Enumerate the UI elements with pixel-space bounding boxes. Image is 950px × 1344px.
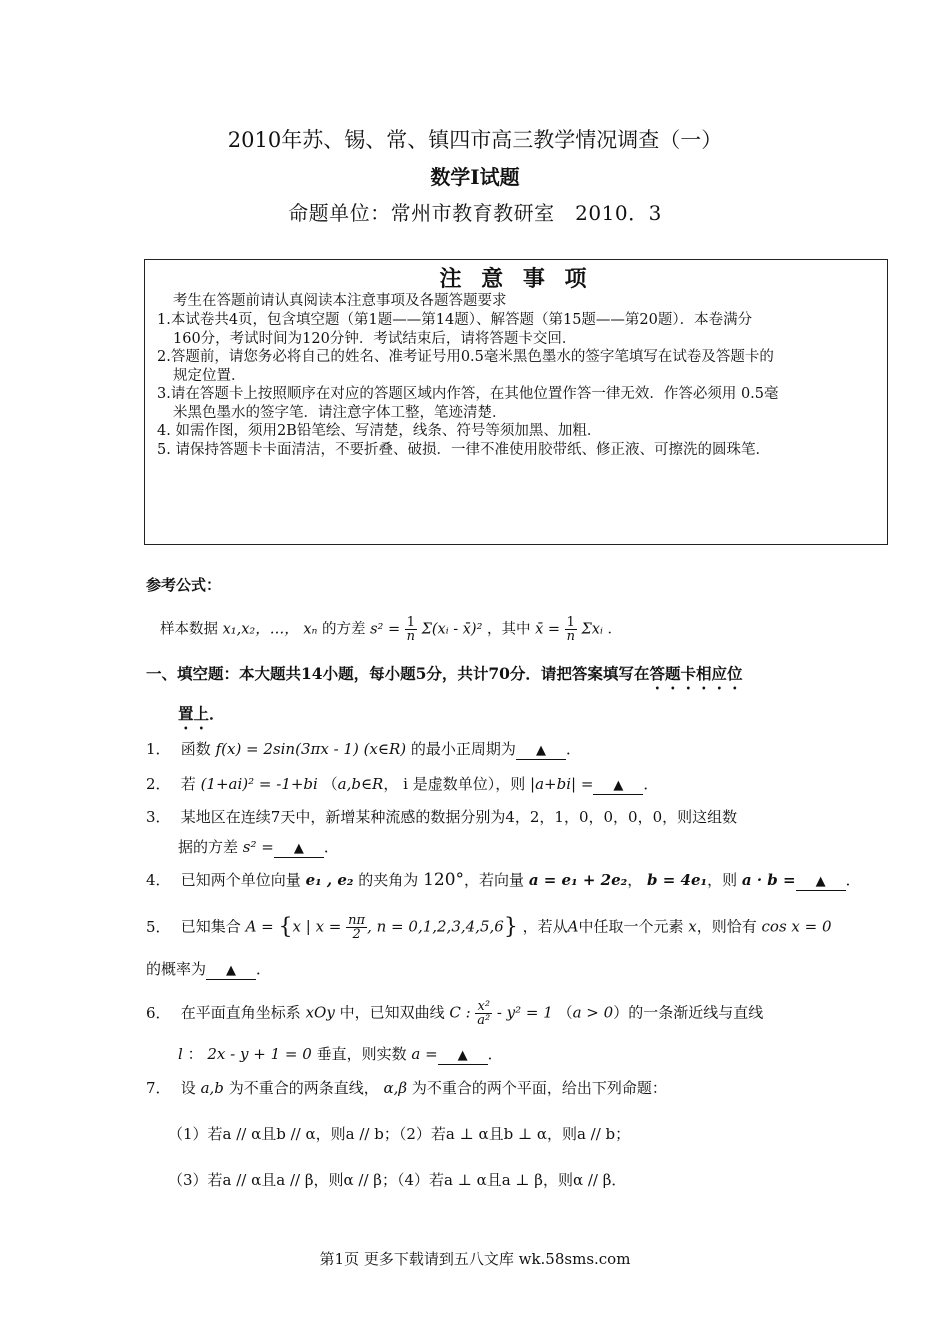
question-7-propositions-1: （1）若a // α且b // α，则a // b；（2）若a ⊥ α且b ⊥ α，则a // b；: [168, 1125, 631, 1143]
variance-formula: 样本数据 x₁,x₂，…， xₙ 的方差 s² = $\frac{1}{n}$ Σ(xᵢ - x̄)² ，其中 x̄ = $\frac{1}{n}$ Σxᵢ ．: [160, 615, 623, 644]
notice-line: 米黑色墨水的签字笔．请注意字体工整，笔迹清楚．: [173, 405, 507, 421]
page-footer: 第1页 更多下载请到五八文库 wk.58sms.com: [319, 1250, 631, 1268]
notice-line: 4. 如需作图，须用2B铅笔绘、写清楚，线条、符号等须加黑、加粗．: [157, 423, 602, 439]
notice-line: 1.本试卷共4页，包含填空题（第1题——第14题）、解答题（第15题——第20题）．本卷满分: [157, 312, 753, 328]
answer-blank[interactable]: ▲: [593, 778, 643, 795]
exam-subtitle: 数学Ⅰ试题: [430, 165, 520, 189]
question-6: 6． 在平面直角坐标系 xOy 中，已知双曲线 C : $\frac{\text{x²}}{\text{a²}}$ - y² = 1 （a > 0）的一条渐近线与直线: [146, 999, 764, 1028]
notice-line: 2.答题前，请您务必将自己的姓名、准考证号用0.5毫米黑色墨水的签字笔填写在试卷及答题卡的: [157, 349, 774, 365]
question-6-cont: l ： 2x - y + 1 = 0 垂直，则实数 a = ▲ ．: [178, 1045, 503, 1063]
exam-title: 2010年苏、锡、常、镇四市高三教学情况调查（一）: [227, 128, 723, 152]
hyperbola-fraction: $\frac{\text{x²}}{\text{a²}}$: [477, 999, 491, 1028]
notice-line: 3.请在答题卡上按照顺序在对应的答题区域内作答，在其他位置作答一律无效．作答必须用 0.5毫: [157, 386, 779, 402]
question-1: 1． 函数 f(x) = 2sin(3πx - 1) (x∈R) 的最小正周期为 ▲ ．: [146, 740, 581, 758]
exam-organizer: 命题单位：常州市教育教研室 2010．3: [288, 201, 662, 225]
notice-line: 160分，考试时间为120分钟．考试结束后，请将答题卡交回．: [173, 331, 577, 347]
notice-intro: 考生在答题前请认真阅读本注意事项及各题答题要求: [173, 293, 507, 309]
formula-label: 参考公式：: [146, 576, 222, 594]
notice-box: [144, 259, 888, 545]
answer-blank[interactable]: ▲: [516, 743, 566, 760]
question-2: 2． 若 (1+ai)² = -1+bi （a,b∈R， i 是虚数单位），则 |a+bi| = ▲ ．: [146, 775, 659, 793]
answer-blank[interactable]: ▲: [438, 1048, 488, 1065]
section-heading-cont: 置上．: [178, 704, 225, 723]
formula-fraction: $\frac{1}{n}$: [566, 615, 575, 644]
formula-fraction: $\frac{1}{n}$: [406, 615, 416, 644]
notice-line: 5. 请保持答题卡卡面清洁，不要折叠、破损．一律不准使用胶带纸、修正液、可擦洗的圆珠笔．: [157, 442, 770, 458]
answer-blank[interactable]: ▲: [206, 963, 256, 980]
question-5-cont: 的概率为 ▲ ．: [146, 960, 272, 978]
question-4: 4． 已知两个单位向量 e₁ , e₂ 的夹角为 120°，若向量 a = e₁ + 2e₂， b = 4e₁，则 a · b = ▲ ．: [146, 870, 861, 890]
set-fraction: $\frac{n\pi}{2}$: [348, 913, 366, 942]
notice-line: 规定位置．: [173, 368, 246, 384]
section-heading: 一、填空题：本大题共14小题，每小题5分，共计70分．请把答案填写在答题卡相应位: [146, 664, 743, 683]
answer-blank[interactable]: ▲: [796, 874, 846, 891]
question-7-propositions-2: （3）若a // α且a // β，则α // β；（4）若a ⊥ α且a ⊥ β，则α // β．: [168, 1171, 627, 1189]
question-3: 3． 某地区在连续7天中，新增某种流感的数据分别为4，2，1，0，0，0，0，则这组数: [146, 808, 738, 826]
question-5: 5． 已知集合 A = {x | x = $\frac{n\pi}{2}$ , n = 0,1,2,3,4,5,6} ，若从A中任取一个元素 x，则恰有 cos x = 0: [146, 913, 832, 942]
notice-title: 注 意 事 项: [439, 266, 593, 292]
question-7: 7． 设 a,b 为不重合的两条直线， α,β 为不重合的两个平面，给出下列命题：: [146, 1079, 667, 1097]
answer-blank[interactable]: ▲: [274, 841, 324, 858]
question-3-cont: 据的方差 s² = ▲ ．: [178, 838, 339, 856]
